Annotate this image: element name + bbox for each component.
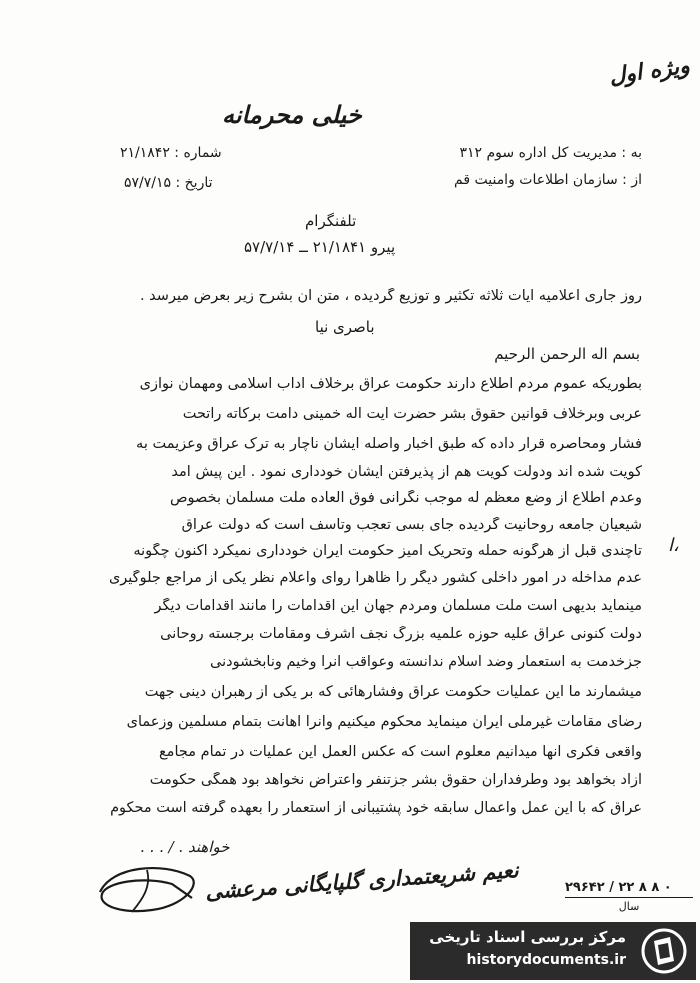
body-line: تاچندی قبل از هرگونه حمله وتحریک آمیز حکومت ایران خودداری نمیکرد اکنون چگونه — [133, 543, 642, 559]
body-line: واقعی فکری آنها میدانیم معلوم است که عکس العمل این عملیات در تمام مجامع — [158, 744, 642, 760]
top-right-note: ویژه اول — [607, 52, 692, 90]
body-line: جزخدمت به استعمار وضد اسلام ندانسته وعواقب آنرا وخیم ونابخشودنی — [210, 654, 642, 670]
archive-stamp — [565, 880, 693, 920]
body-line: عراق که با این عمل واعمال سابقه خود پشتیبانی از استعمار را بعهده گرفته است محکوم — [110, 800, 642, 816]
body-line: شیعیان جامعه روحانیت گردیده جای بسی تعجب وتاسف است که دولت عراق — [181, 517, 642, 533]
number-label: شماره : ۲۱/۱۸۴۲ — [120, 145, 222, 161]
body-line: دولت کنونی عراق علیه حوزه علمیه بزرگ نجف اشرف ومقامات برجسته روحانی — [160, 626, 642, 642]
body-line: میشمارند ما این عملیات حکومت عراق وفشارهائی که بر یکی از رهبران دینی جهت — [144, 684, 642, 700]
basmala: بسم اله الرحمن الرحیم — [494, 345, 640, 363]
to-line: به : مدیریت کل اداره سوم ۳۱۲ — [459, 145, 642, 161]
watermark-name: مرکز بررسی اسناد تاریخی — [429, 928, 626, 946]
body-line: فشار ومحاصره قرار داده که طبق اخبار واصله ایشان ناچار به ترک عراق وعزیمت به — [136, 436, 642, 452]
from-line: از : سازمان اطلاعات وامنیت قم — [454, 172, 642, 188]
watermark-url: historydocuments.ir — [466, 952, 626, 968]
date-label: تاریخ : ۵۷/۷/۱۵ — [124, 175, 213, 191]
bottom-signature-text: نعیم شریعتمداری گلپایگانی مرعشی — [204, 857, 520, 904]
archive-stamp-date: سال — [618, 900, 640, 913]
body-line: مینماید بدیهی است ملت مسلمان ومردم جهان این اقدامات را مانند اقدامات دیگر — [154, 598, 642, 614]
body-line: عربی وبرخلاف قوانین حقوق بشر حضرت آیت اله خمینی دامت برکاته راتحت — [182, 406, 642, 422]
document-type: تلفنگرام — [305, 212, 357, 230]
side-margin-mark: ا، — [668, 535, 679, 556]
body-line: بطوریکه عموم مردم اطلاع دارند حکومت عراق برخلاف آداب اسلامی ومهمان نوازی — [139, 376, 642, 392]
signer-line: باصری نیا — [315, 318, 375, 336]
archive-stamp-number: ۲۹۶۴۲ / ۲۲ ۸ ۸ ۰ — [565, 880, 693, 898]
signature-scribble — [92, 858, 202, 920]
body-line: رضای مقامات غیرملی ایران مینماید محکوم میکنیم وآنرا اهانت بتمام مسلمین وزعمای — [126, 714, 642, 730]
intro-line: روز جاری اعلامیه آیات ثلاثه تکثیر و توزیع گردیده ، متن آن بشرح زیر بعرض میرسد . — [139, 288, 642, 304]
classification-stamp: خیلی محرمانه — [222, 100, 362, 129]
archive-logo-icon — [640, 927, 688, 975]
watermark-banner — [410, 922, 696, 980]
body-line: وعدم اطلاع از وضع معظم له موجب نگرانی فوق العاده ملت مسلمان بخصوص — [170, 490, 642, 506]
body-line: عدم مداخله در امور داخلی کشور دیگر را ظاهراً روای واعلام نظر یکی از مراجع جلوگیری — [108, 570, 642, 586]
body-line: آزاد بخواهد بود وطرفداران حقوق بشر جزتنفر واعتراض نخواهد بود همگی حکومت — [149, 772, 642, 788]
reference-line: پیرو ۲۱/۱۸۴۱ ــ ۵۷/۷/۱۴ — [244, 238, 396, 256]
body-line: کویت شده اند ودولت کویت هم از پذیرفتن ایشان خودداری نمود . این پیش آمد — [171, 464, 642, 480]
closing-line: خواهند . / . . . — [140, 838, 230, 856]
